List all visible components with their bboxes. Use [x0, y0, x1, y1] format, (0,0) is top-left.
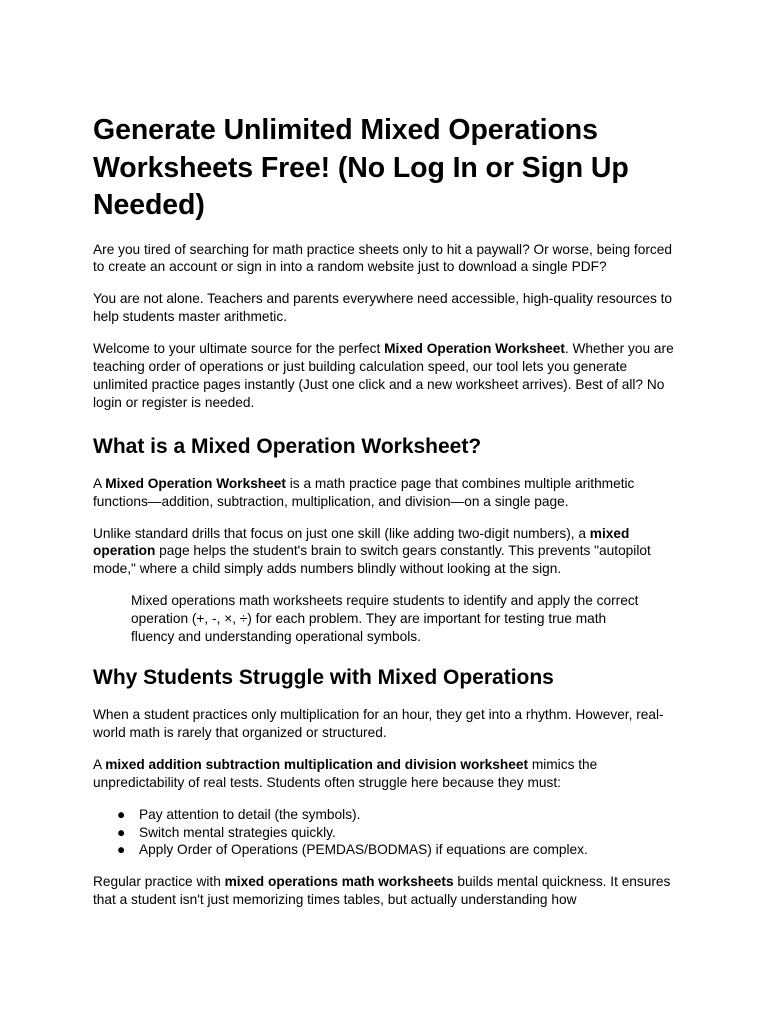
section2-paragraph-3 [93, 873, 679, 909]
bullet-list [93, 806, 679, 860]
bullet-icon: ● [117, 824, 126, 840]
bullet-icon: ● [117, 806, 126, 822]
text-run: Regular practice with [93, 874, 225, 890]
text-run: builds mental quickness. It ensures that a student isn't just memorizing times tables, but actually understanding how [93, 874, 671, 908]
list-item [93, 806, 679, 824]
bold-text: mixed operation [93, 525, 630, 559]
section-heading-why-struggle: Why Students Struggle with Mixed Operations [93, 666, 554, 689]
text-run: is a math practice page that combines multiple arithmetic functions—addition, subtraction, multiplication, and division—on a single page. [93, 475, 635, 509]
list-item-text: Apply Order of Operations (PEMDAS/BODMAS) if equations are complex. [139, 842, 588, 858]
bold-text: Mixed Operation Worksheet [384, 341, 565, 357]
intro-paragraph-2: You are not alone. Teachers and parents everywhere need accessible, high-quality resources to help students master arithmetic. [93, 291, 673, 325]
section-heading-what-is: What is a Mixed Operation Worksheet? [93, 434, 482, 458]
text-run: mimics the unpredictability of real tests. Students often struggle here because they must: [93, 756, 598, 790]
list-item [93, 824, 679, 842]
document-page [93, 112, 679, 923]
section2-paragraph-2 [93, 756, 679, 792]
text-run: page helps the student's brain to switch gears constantly. This prevents "autopilot mode," where a child simply adds numbers blindly without looking at the sign. [93, 543, 651, 577]
bold-text: mixed addition subtraction multiplication and division worksheet [105, 756, 529, 772]
text-run: A [93, 756, 106, 772]
list-item-text: Pay attention to detail (the symbols). [139, 806, 361, 822]
bold-text: mixed operations math worksheets [224, 874, 454, 890]
section2-paragraph-1: When a student practices only multiplication for an hour, they get into a rhythm. However, real-world math is rarely that organized or structured. [93, 707, 664, 740]
list-item [93, 841, 679, 859]
spacer [93, 426, 679, 434]
list-item-text: Switch mental strategies quickly. [139, 824, 336, 840]
bold-text: Mixed Operation Worksheet [105, 475, 286, 491]
intro-paragraph-1: Are you tired of searching for math practice sheets only to hit a paywall? Or worse, being forced to create an account or sign in into a random website just to download a single PDF? [93, 241, 672, 275]
bullet-icon: ● [117, 842, 126, 858]
page-title: Generate Unlimited Mixed Operations Worksheets Free! (No Log In or Sign Up Needed) [93, 114, 629, 221]
section1-paragraph-2 [93, 525, 679, 579]
text-run: . Whether you are teaching order of operations or just building calculation speed, our tool lets you generate unlimited practice pages instantly (Just one click and a new worksheet arrives). Best of all? No login or register is needed. [93, 341, 674, 410]
text-run: Unlike standard drills that focus on just one skill (like adding two-digit numbers), a [93, 525, 590, 541]
text-run: A [93, 475, 106, 491]
text-run: Welcome to your ultimate source for the perfect [93, 341, 385, 357]
section1-paragraph-1 [93, 475, 679, 511]
block-quote: Mixed operations math worksheets require students to identify and apply the correct operation (+, -, ×, ÷) for each problem. They are important for testing true math fluency and understanding operational symbols. [131, 593, 639, 645]
intro-paragraph-3 [93, 340, 679, 412]
